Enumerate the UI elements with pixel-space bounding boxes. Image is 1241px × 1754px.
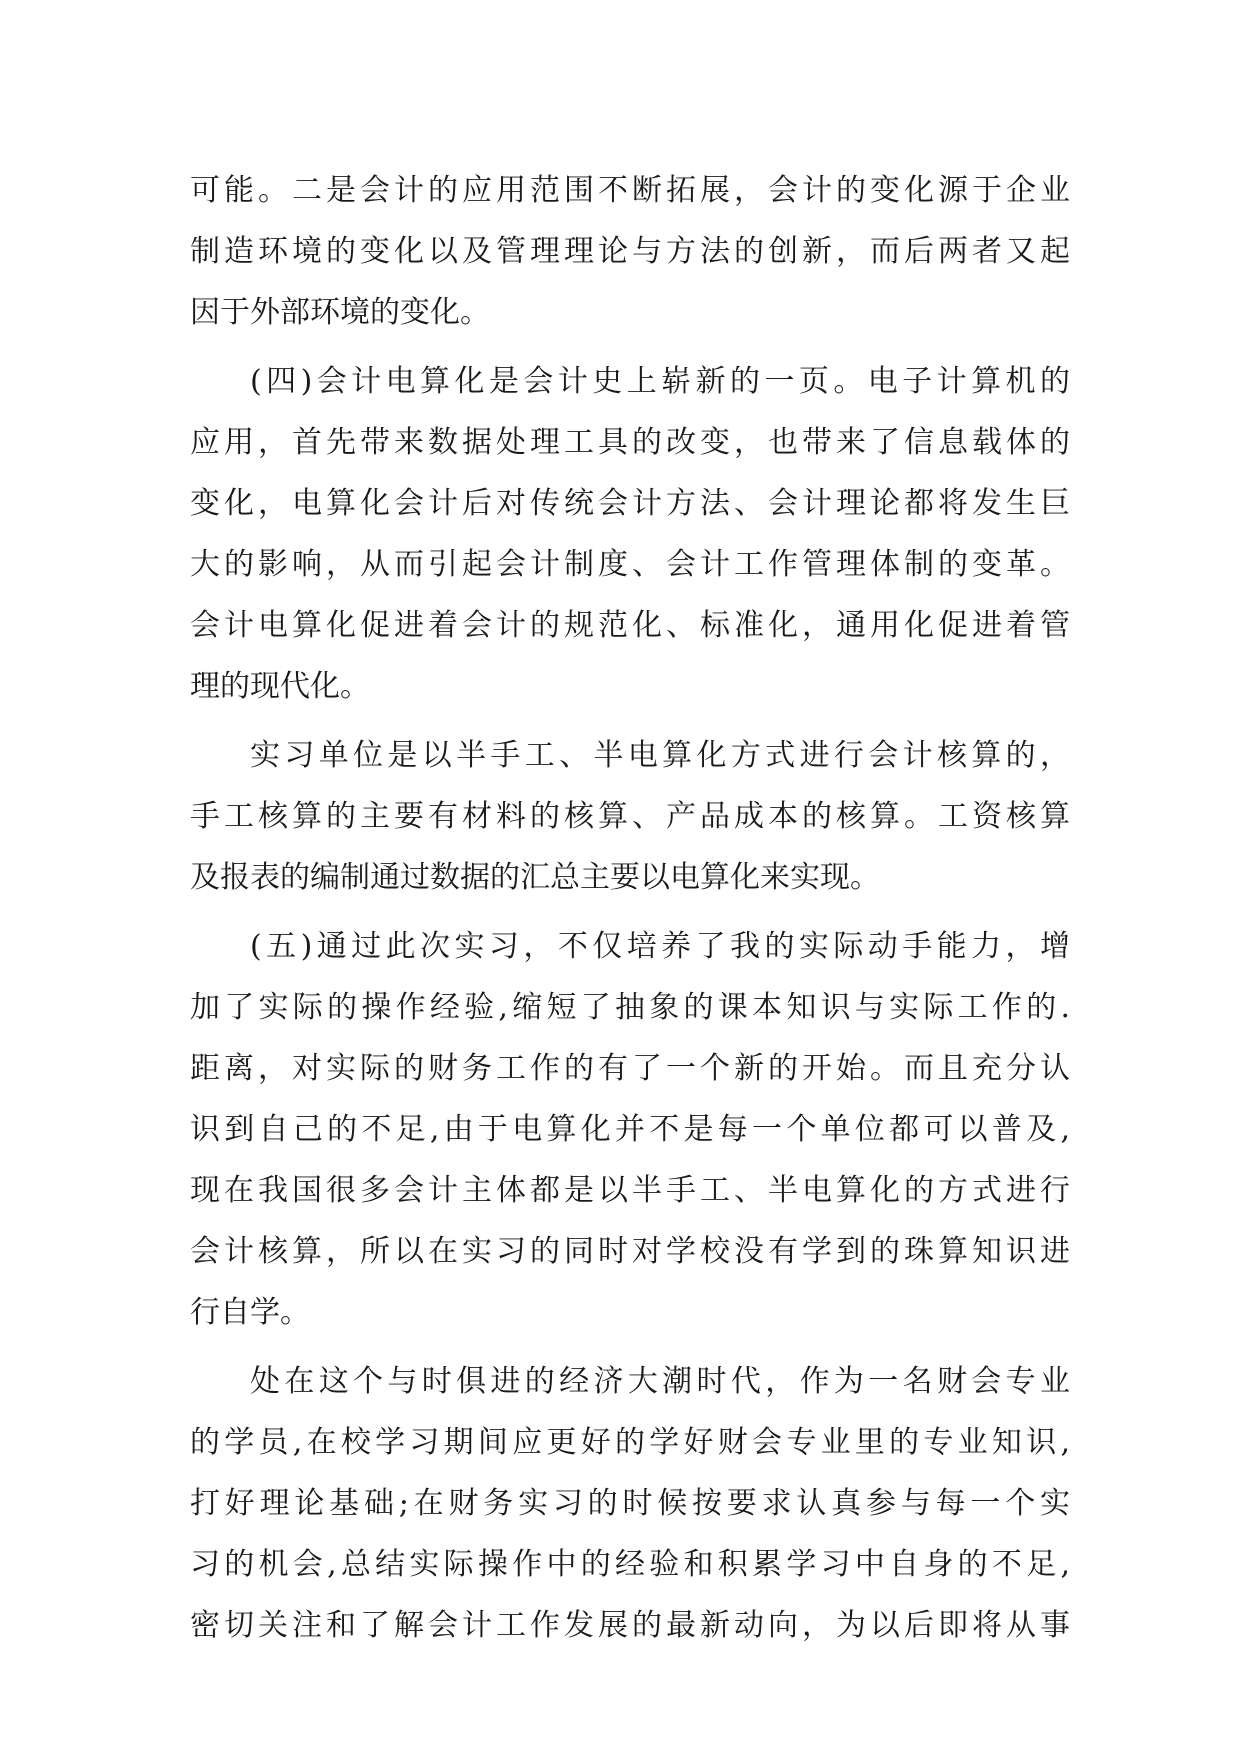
text-line: 制造环境的变化以及管理理论与方法的创新，而后两者又起 [190, 234, 1070, 269]
text-line: 现在我国很多会计主体都是以半手工、半电算化的方式进行 [190, 1173, 1070, 1208]
text-line: 大的影响，从而引起会计制度、会计工作管理体制的变革。 [190, 547, 1070, 582]
text-line: 手工核算的主要有材料的核算、产品成本的核算。工资核算 [190, 799, 1070, 834]
text-line: 识到自己的不足,由于电算化并不是每一个单位都可以普及, [190, 1112, 1070, 1147]
text-line: 距离，对实际的财务工作的有了一个新的开始。而且充分认 [190, 1051, 1070, 1086]
text-line: 可能。二是会计的应用范围不断拓展，会计的变化源于企业 [190, 173, 1070, 208]
text-line: 变化，电算化会计后对传统会计方法、会计理论都将发生巨 [190, 486, 1070, 521]
text-line: 因于外部环境的变化。 [190, 295, 490, 330]
paragraph-3 [190, 725, 1070, 908]
text-line: 处在这个与时俱进的经济大潮时代，作为一名财会专业 [250, 1364, 1070, 1399]
text-line: 的学员,在校学习期间应更好的学好财会专业里的专业知识, [190, 1425, 1070, 1460]
text-line: 加了实际的操作经验,缩短了抽象的课本知识与实际工作的. [190, 990, 1070, 1025]
paragraph-4 [190, 916, 1070, 1343]
text-line: 密切关注和了解会计工作发展的最新动向，为以后即将从事 [190, 1608, 1070, 1643]
paragraph-2 [190, 351, 1070, 717]
text-line: 及报表的编制通过数据的汇总主要以电算化来实现。 [190, 860, 880, 895]
text-line: 会计核算，所以在实习的同时对学校没有学到的珠算知识进 [190, 1234, 1070, 1269]
paragraph-5 [190, 1351, 1070, 1656]
text-line: 行自学。 [190, 1295, 310, 1330]
text-line: 打好理论基础;在财务实习的时候按要求认真参与每一个实 [190, 1486, 1070, 1521]
text-line: 理的现代化。 [190, 669, 370, 704]
document-page [190, 160, 1070, 1656]
text-line: (四)会计电算化是会计史上崭新的一页。电子计算机的 [250, 364, 1070, 399]
text-line: 应用，首先带来数据处理工具的改变，也带来了信息载体的 [190, 425, 1070, 460]
paragraph-1 [190, 160, 1070, 343]
text-line: (五)通过此次实习，不仅培养了我的实际动手能力，增 [250, 929, 1070, 964]
text-line: 会计电算化促进着会计的规范化、标准化，通用化促进着管 [190, 608, 1070, 643]
text-line: 实习单位是以半手工、半电算化方式进行会计核算的， [250, 738, 1070, 773]
text-line: 习的机会,总结实际操作中的经验和积累学习中自身的不足, [190, 1547, 1070, 1582]
